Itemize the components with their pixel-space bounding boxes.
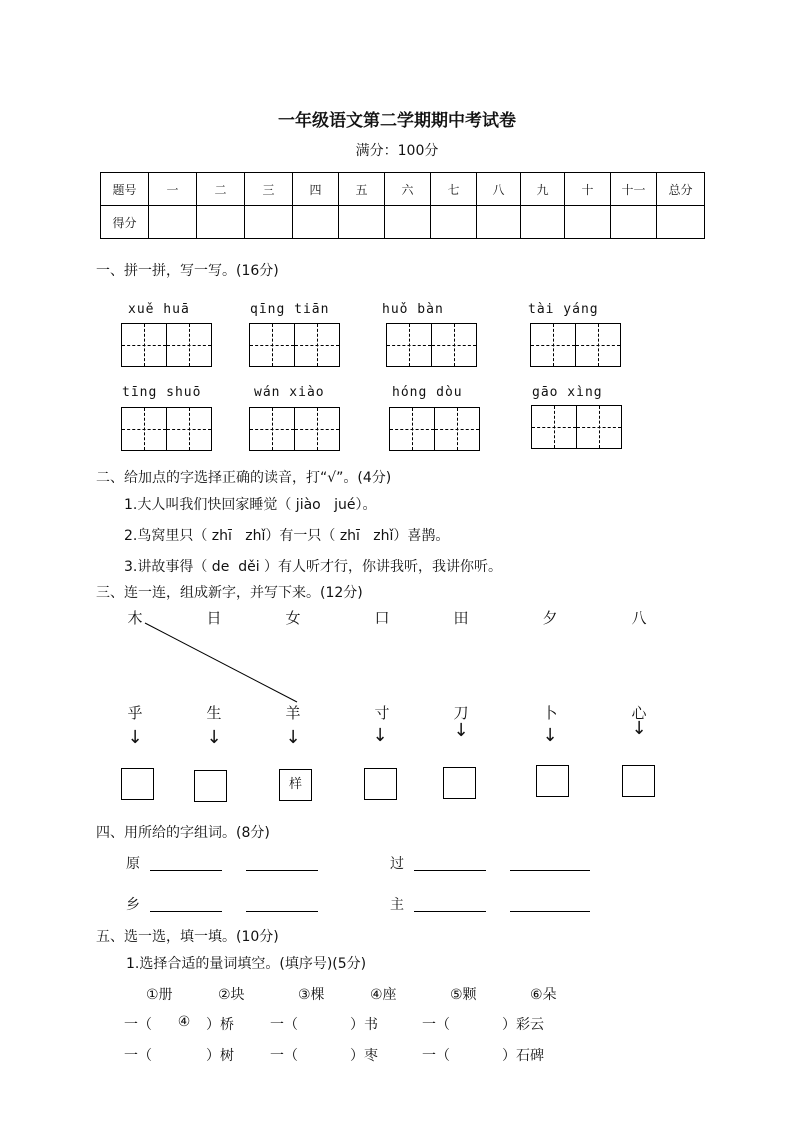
question-line: 3.讲故事得（ de děi ）有人听才行，你讲我听，我讲你听。	[124, 559, 503, 575]
question-line: 1.大人叫我们快回家睡觉（ jiào jué）。	[124, 497, 377, 513]
component-char[interactable]: 心	[631, 704, 647, 722]
answer-box[interactable]	[121, 768, 154, 800]
score-header-cell: 七	[431, 173, 477, 206]
option-item: ③棵	[298, 987, 325, 1003]
answer-box[interactable]	[194, 770, 227, 802]
measure-suffix: ）书	[350, 1017, 378, 1033]
component-char[interactable]: 乎	[127, 704, 143, 722]
radical-char[interactable]: 木	[127, 609, 143, 627]
word-char: 原	[126, 856, 140, 872]
pinyin-label: wán xiào	[254, 385, 325, 400]
score-header-cell: 题号	[101, 173, 149, 206]
answer-box[interactable]	[622, 765, 655, 797]
section-2-heading: 二、给加点的字选择正确的读音，打“√”。(4分)	[96, 470, 392, 486]
page-subtitle: 满分：100分	[355, 143, 439, 159]
component-char[interactable]: 生	[206, 704, 222, 722]
word-char: 过	[390, 856, 404, 872]
option-item: ②块	[218, 987, 245, 1003]
measure-suffix: ）树	[206, 1048, 234, 1064]
score-header-cell: 三	[245, 173, 293, 206]
pinyin-label: huǒ bàn	[382, 302, 444, 317]
component-char[interactable]: 刀	[453, 704, 469, 722]
answer-blank[interactable]	[510, 910, 590, 912]
measure-prefix: 一（	[124, 1017, 152, 1033]
section-3-heading: 三、连一连，组成新字，并写下来。(12分)	[96, 585, 363, 601]
down-arrow-icon: ↓	[206, 727, 222, 748]
measure-suffix: ）彩云	[502, 1017, 544, 1033]
score-header-cell: 六	[385, 173, 431, 206]
down-arrow-icon: ↓	[542, 725, 558, 746]
option-item: ⑤颗	[450, 987, 477, 1003]
measure-suffix: ）枣	[350, 1048, 378, 1064]
measure-prefix: 一（	[270, 1048, 298, 1064]
pinyin-label: tīng shuō	[122, 385, 202, 400]
radical-char[interactable]: 日	[206, 609, 222, 627]
answer-box[interactable]	[536, 765, 569, 797]
answer-blank[interactable]	[510, 869, 590, 871]
question-line: 2.鸟窝里只（ zhī zhǐ）有一只（ zhī zhǐ）喜鹊。	[124, 528, 450, 544]
pinyin-label: qīng tiān	[250, 302, 330, 317]
answer-blank[interactable]	[246, 869, 318, 871]
answer-blank[interactable]	[414, 910, 486, 912]
score-header-cell: 十一	[611, 173, 657, 206]
measure-suffix: ）石碑	[502, 1048, 544, 1064]
word-char: 乡	[126, 897, 140, 913]
section-5-heading: 五、选一选，填一填。(10分)	[96, 929, 279, 945]
radical-char[interactable]: 夕	[542, 609, 558, 627]
down-arrow-icon: ↓	[372, 725, 388, 746]
score-header-cell: 五	[339, 173, 385, 206]
measure-prefix: 一（	[124, 1048, 152, 1064]
score-header-cell: 四	[293, 173, 339, 206]
component-char[interactable]: 羊	[285, 704, 301, 722]
section-4-heading: 四、用所给的字组词。(8分)	[96, 825, 270, 841]
pinyin-label: gāo xìng	[532, 385, 603, 400]
down-arrow-icon: ↓	[127, 727, 143, 748]
component-char[interactable]: 卜	[542, 704, 558, 722]
answer-box[interactable]	[443, 767, 476, 799]
score-header-cell: 九	[521, 173, 565, 206]
score-header-cell: 十	[565, 173, 611, 206]
component-char[interactable]: 寸	[374, 704, 390, 722]
radical-char[interactable]: 八	[631, 609, 647, 627]
radical-char[interactable]: 田	[453, 609, 469, 627]
option-item: ①册	[146, 987, 173, 1003]
measure-answer[interactable]: ④	[177, 1014, 191, 1030]
pinyin-label: tài yáng	[528, 302, 599, 317]
measure-prefix: 一（	[422, 1048, 450, 1064]
pinyin-label: hóng dòu	[392, 385, 463, 400]
pinyin-label: xuě huā	[128, 302, 190, 317]
answer-box[interactable]	[364, 768, 397, 800]
option-item: ④座	[370, 987, 397, 1003]
answer-blank[interactable]	[414, 869, 486, 871]
score-header-cell: 八	[477, 173, 521, 206]
down-arrow-icon: ↓	[631, 718, 647, 739]
radical-char[interactable]: 女	[285, 609, 301, 627]
measure-prefix: 一（	[422, 1017, 450, 1033]
score-header-cell: 一	[149, 173, 197, 206]
section-1-heading: 一、拼一拼，写一写。(16分)	[96, 263, 279, 279]
answer-blank[interactable]	[246, 910, 318, 912]
radical-char[interactable]: 口	[374, 609, 390, 627]
word-char: 主	[390, 897, 404, 913]
answer-box[interactable]: 样	[279, 769, 312, 801]
score-header-cell: 总分	[657, 173, 705, 206]
subquestion-title: 1.选择合适的量词填空。(填序号)(5分)	[126, 956, 367, 972]
down-arrow-icon: ↓	[453, 720, 469, 741]
measure-prefix: 一（	[270, 1017, 298, 1033]
down-arrow-icon: ↓	[285, 727, 301, 748]
score-header-cell: 二	[197, 173, 245, 206]
option-item: ⑥朵	[530, 987, 557, 1003]
answer-blank[interactable]	[150, 869, 222, 871]
measure-suffix: ）桥	[206, 1017, 234, 1033]
page-title: 一年级语文第二学期期中考试卷	[278, 111, 516, 131]
score-row-label: 得分	[101, 206, 149, 239]
answer-blank[interactable]	[150, 910, 222, 912]
